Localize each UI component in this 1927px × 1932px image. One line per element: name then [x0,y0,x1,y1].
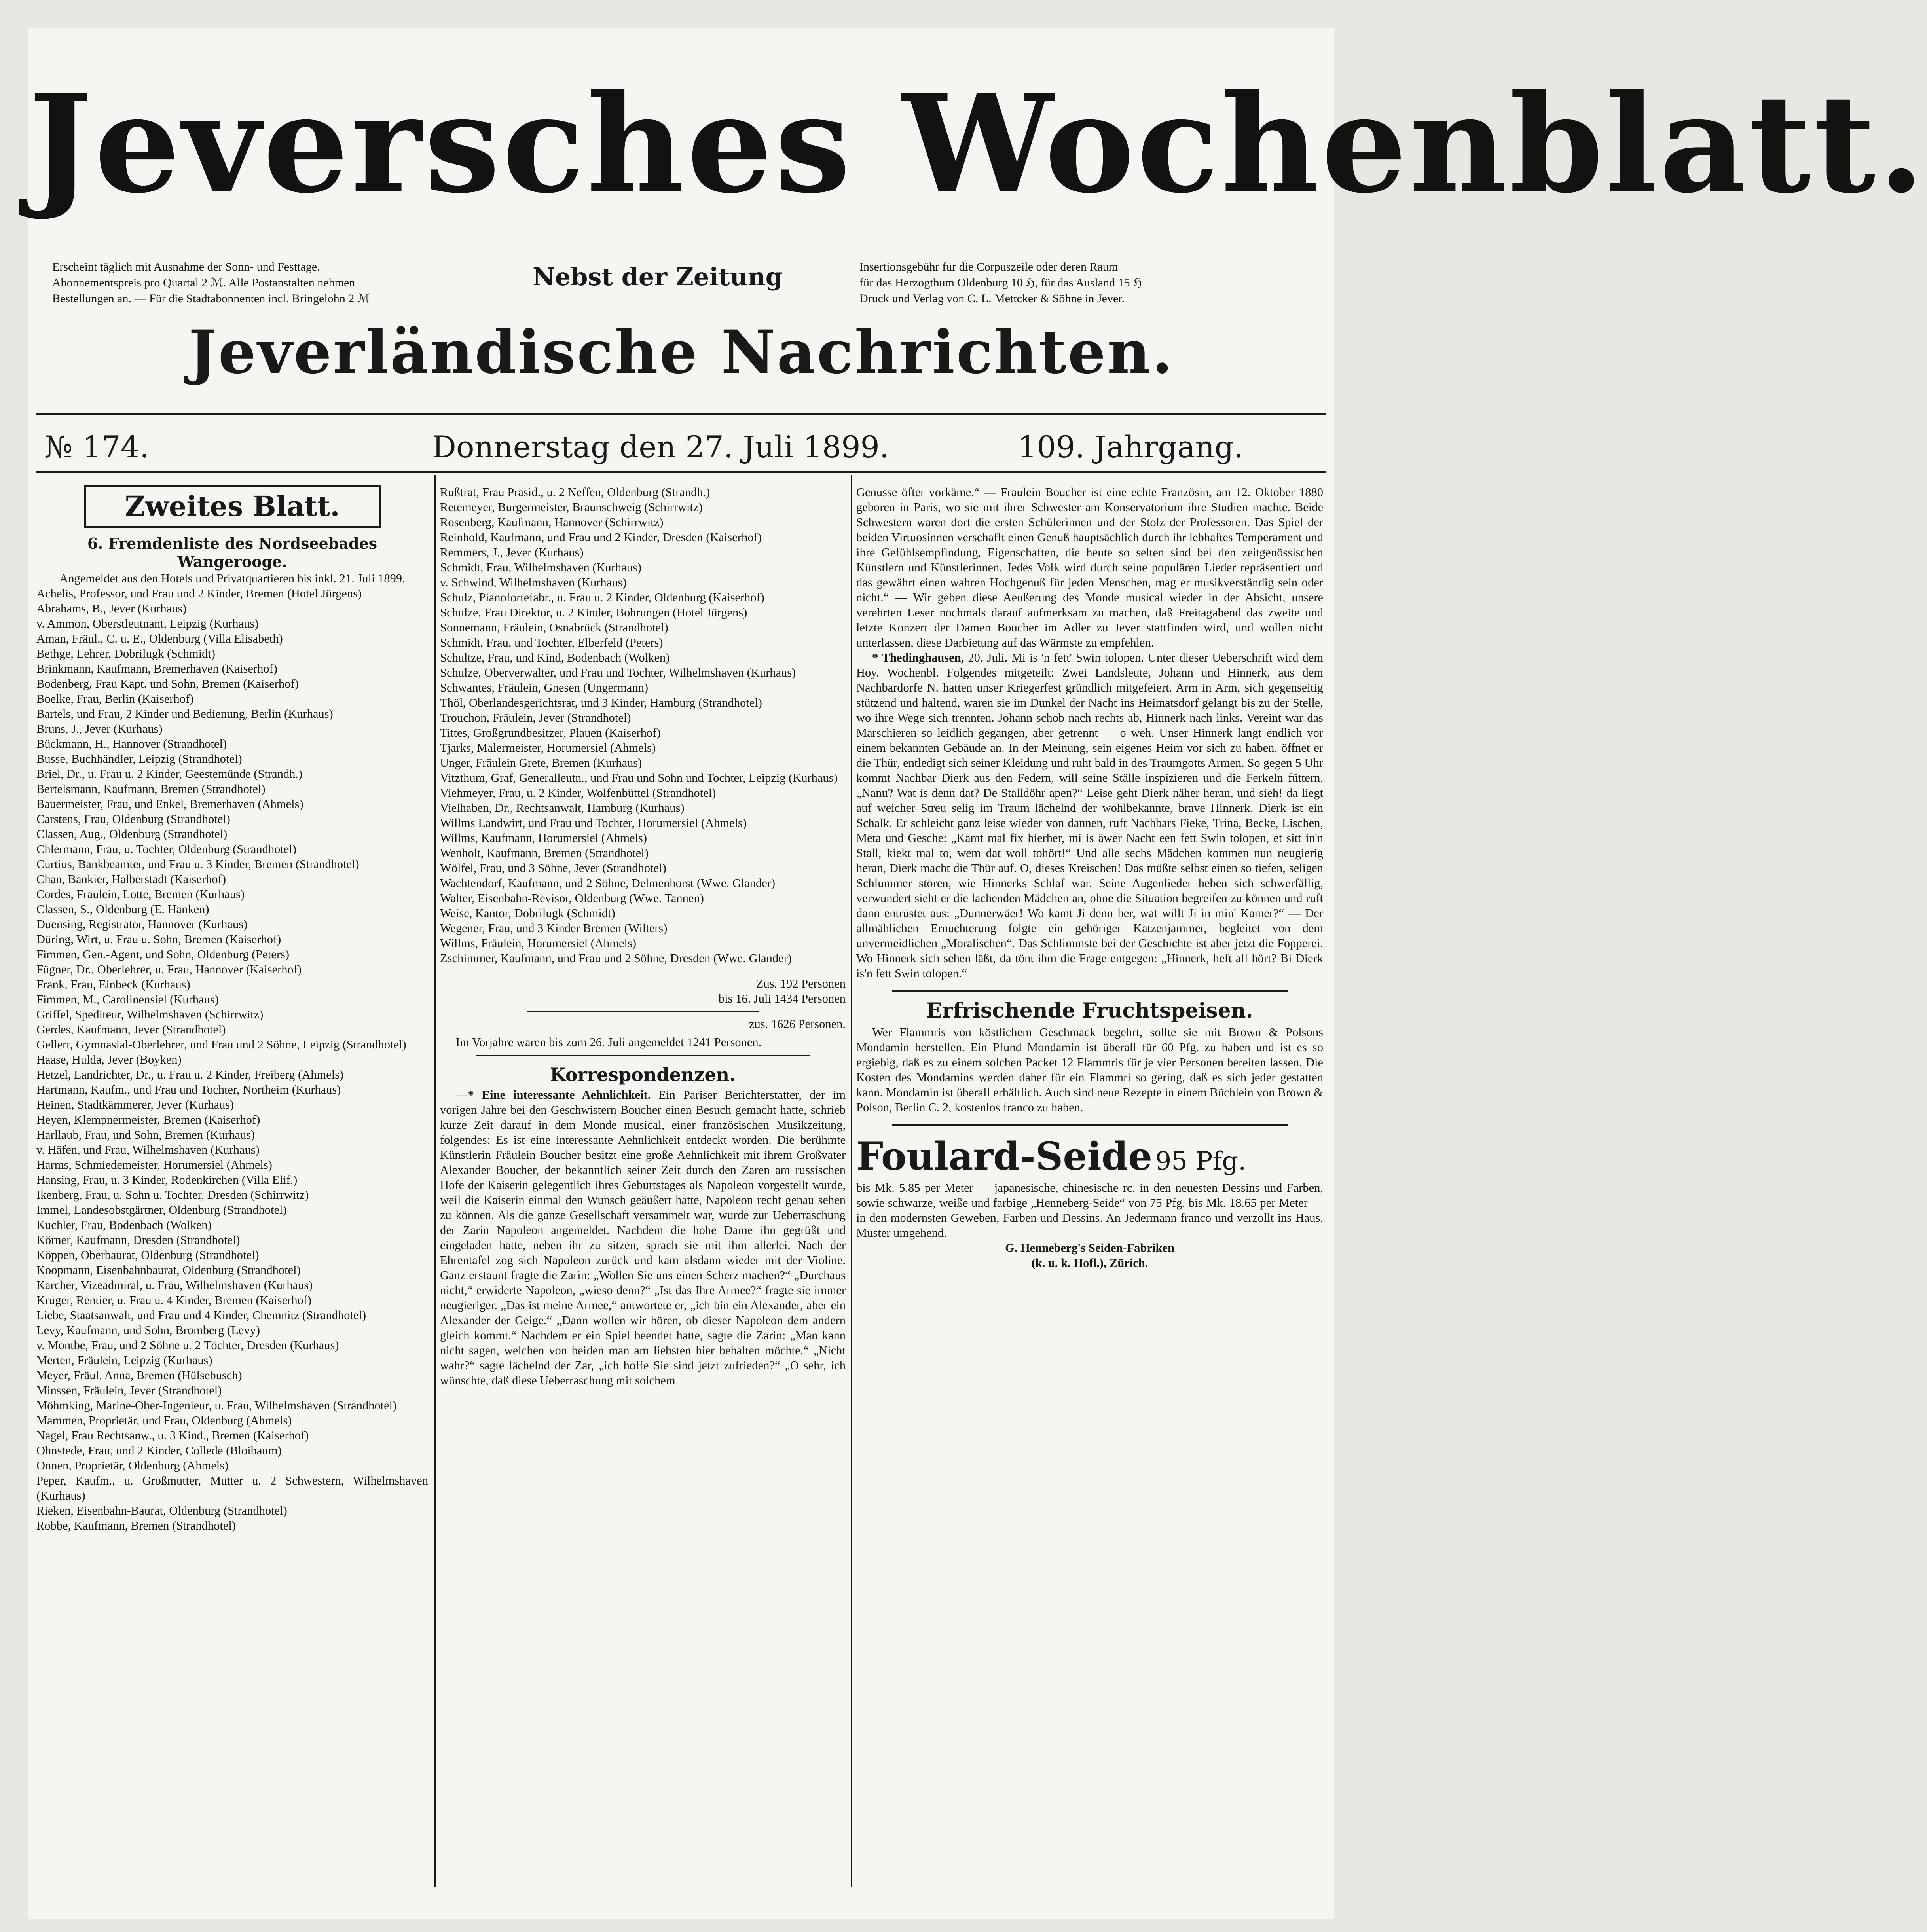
guest-entry: Chan, Bankier, Halberstadt (Kaiserhof) [36,872,226,886]
guest-entry: Fimmen, M., Carolinensiel (Kurhaus) [36,993,219,1006]
guest-entry: Rosenberg, Kaufmann, Hannover (Schirrwitz) [440,516,664,529]
guest-entry: Gerdes, Kaufmann, Jever (Strandhotel) [36,1023,226,1036]
guest-entry: Brinkmann, Kaufmann, Bremerhaven (Kaiserhof) [36,662,277,675]
guest-entry: Heinen, Stadtkämmerer, Jever (Kurhaus) [36,1098,234,1111]
guest-entry: Bruns, J., Jever (Kurhaus) [36,722,163,736]
guest-entry: Vielhaben, Dr., Rechtsanwalt, Hamburg (Kurhaus) [440,801,685,815]
guest-entry: Krüger, Rentier, u. Frau u. 4 Kinder, Bremen (Kaiserhof) [36,1293,312,1307]
ad-firm: G. Henneberg's Seiden-Fabriken [1005,1241,1174,1255]
guest-entry: Carstens, Frau, Oldenburg (Strandhotel) [36,812,230,826]
ad-heading [856,1133,1323,1180]
guest-entry: Classen, Aug., Oldenburg (Strandhotel) [36,827,228,841]
total-line: bis 16. Juli 1434 Personen [718,992,846,1005]
guest-entry: Rußtrat, Frau Präsid., u. 2 Neffen, Oldenburg (Strandh.) [440,485,710,499]
ad-price: 95 Pfg. [1155,1147,1246,1176]
prev-year-note: Im Vorjahre waren bis zum 26. Juli angemeldet 1241 Personen. [456,1035,762,1049]
guest-list [36,586,428,1533]
guest-entry: Retemeyer, Bürgermeister, Braunschweig (Schirrwitz) [440,501,703,514]
guest-entry: Curtius, Bankbeamter, und Frau u. 3 Kinder, Bremen (Strandhotel) [36,857,359,871]
nebst-der-zeitung: Nebst der Zeitung [532,262,783,291]
guest-entry: Immel, Landesobstgärtner, Oldenburg (Strandhotel) [36,1203,287,1217]
article-body: Ein Pariser Berichterstatter, der im vorigen Jahre bei den Geschwistern Boucher einen Besuch gemacht hatte, schrieb kurze Zeit darauf in dem Monde musical, einer französischen Musikzeitung, folgendes: Es ist eine interessante Aehnlichkeit entdeckt worden. Die berühmte Künstlerin Fräulein Boucher besitzt eine große Aehnlichkeit mit ihrem Großvater Alexander Boucher, der bekanntlich seiner Zeit durch den Zaren am russischen Hofe der Kaiserin gelegentlich ihres Geburtstages als Napoleon vorgestellt wurde, weil die Kaiserin einmal den Wunsch geäußert hatte, Napoleon recht genau sehen zu können. Als die ganze Gesellschaft versammelt war, wurde zur Ueberraschung der Zarin Napoleon angemeldet. Nachdem die hohe Dame ihn gegrüßt und eingeladen hatte, neben ihr zu sitzen, sprach sie mit ihm allerlei. Nach der Ehrentafel zog sich Napoleon zurück und kam alsdann wieder mit der Violine. Ganz erstaunt fragte die Zarin: „Wollen Sie uns einen Scherz machen?“ „Durchaus nicht,“ erwiderte Napoleon, „wieso denn?“ „Ist das Ihre Armee?“ fragte sie immer neugieriger. „Das ist meine Armee,“ antwortete er, „ich bin ein Alexander, aber ein Alexander der Geige.“ „Dann wollen wir hören, ob dieser Napoleon dem andern gleich kommt.“ Nachdem er ein Spiel beendet hatte, sagte die Zarin: „Man kann nicht sagen, welchen von beiden man am liebsten hier behalten möchte.“ „Nicht wahr?“ sagte lächelnd der Zar, „ich hoffe Sie sind jetzt zufrieden?“ „O sehr, ich wünschte, daß diese Ueberraschung mit solchem [440,1088,846,1387]
guest-entry: Schmidt, Frau, Wilhelmshaven (Kurhaus) [440,561,641,574]
guest-entry: Wölfel, Frau, und 3 Söhne, Jever (Strandhotel) [440,861,666,875]
guest-entry: Briel, Dr., u. Frau u. 2 Kinder, Geestemünde (Strandh.) [36,767,303,781]
guest-entry: Unger, Fräulein Grete, Bremen (Kurhaus) [440,756,642,770]
notice-line: Abonnementspreis pro Quartal 2 ℳ. Alle Postanstalten nehmen [52,276,355,289]
insertion-notice [859,259,1303,307]
guest-entry: Ohnstede, Frau, und 2 Kinder, Collede (Bloibaum) [36,1444,282,1457]
guest-entry: Minssen, Fräulein, Jever (Strandhotel) [36,1384,222,1397]
column-3 [856,485,1323,1270]
issue-number: № 174. [44,429,150,465]
guest-entry: Achelis, Professor, und Frau und 2 Kinder, Bremen (Hotel Jürgens) [36,587,362,600]
guest-entry: v. Montbe, Frau, und 2 Söhne u. 2 Töchter, Dresden (Kurhaus) [36,1339,339,1352]
guest-entry: Kuchler, Frau, Bodenbach (Wolken) [36,1218,212,1232]
guest-entry: Fügner, Dr., Oberlehrer, u. Frau, Hannover (Kaiserhof) [36,963,302,976]
guest-entry: Körner, Kaufmann, Dresden (Strandhotel) [36,1233,240,1247]
list-subtitle: Angemeldet aus den Hotels und Privatquartieren bis inkl. 21. Juli 1899. [59,572,405,585]
guest-entry: Harms, Schmiedemeister, Horumersiel (Ahmels) [36,1158,272,1172]
list-title: 6. Fremdenliste des Nordseebades Wangerooge. [87,535,377,571]
guest-entry: Fimmen, Gen.-Agent, und Sohn, Oldenburg (Peters) [36,948,290,961]
guest-entry: Schulze, Frau Direktor, u. 2 Kinder, Bohrungen (Hotel Jürgens) [440,606,747,619]
article-continuation: Genusse öfter vorkäme.“ — Fräulein Boucher ist eine echte Französin, am 12. Oktober 1880 geboren in Paris, wo sie mit ihrer Schwester am Konservatorium ihre Studien machte. Beide Schwestern waren dort die ersten Schülerinnen und der Stolz der Professoren. Das Spiel der beiden Virtuosinnen verschafft einen Genuß hauptsächlich durch ihr lebhaftes Temperament und ihre Gefühlsempfindung, Eigenschaften, die heute so selten sind bei den zeitgenössischen Künstlern und Künstlerinnen. Jedes Volk wird durch seine populären Lieder repräsentiert und das gewährt einen wahren Hochgenuß für jeden Menschen, mag er musikverständig sein oder nicht.“ — Wir geben diese Aeußerung des Monde musical wieder in der Absicht, unsere verehrten Leser nochmals darauf aufmerksam zu machen, daß Freitagabend das zweite und letzte Konzert der Damen Boucher im Adler zu Jever stattfinden wird, und wollen nicht unterlassen, diese Darbietung auf das Wärmste zu empfehlen. [856,485,1323,649]
guest-entry: Robbe, Kaufmann, Bremen (Strandhotel) [36,1519,236,1532]
article-text [440,1087,846,1388]
divider [36,471,1326,473]
guest-entry: Köppen, Oberbaurat, Oldenburg (Strandhotel) [36,1248,259,1262]
guest-entry: Aman, Fräul., C. u. E., Oldenburg (Villa Elisabeth) [36,632,283,645]
guest-entry: Weise, Kantor, Dobrilugk (Schmidt) [440,906,615,920]
guest-entry: Wegener, Frau, und 3 Kinder Bremen (Wilters) [440,921,668,935]
divider [892,990,1288,992]
guest-entry: Duensing, Registrator, Hannover (Kurhaus) [36,918,248,931]
guest-entry: Schulze, Oberverwalter, und Frau und Tochter, Wilhelmshaven (Kurhaus) [440,666,796,679]
guest-entry: Griffel, Spediteur, Wilhelmshaven (Schirrwitz) [36,1008,264,1021]
guest-entry: Hartmann, Kaufm., und Frau und Tochter, Northeim (Kurhaus) [36,1083,341,1096]
guest-entry: Liebe, Staatsanwalt, und Frau und 4 Kinder, Chemnitz (Strandhotel) [36,1308,366,1322]
guest-entry: Bückmann, H., Hannover (Strandhotel) [36,737,227,751]
guest-entry: Harllaub, Frau, und Sohn, Bremen (Kurhaus) [36,1128,255,1141]
guest-entry: Bertelsmann, Kaufmann, Bremen (Strandhotel) [36,782,266,796]
ad-text: Wer Flammris von köstlichem Geschmack begehrt, sollte sie mit Brown & Polsons Mondamin herstellen. Ein Pfund Mondamin ist überall für 60 Pfg. zu haben und ist es so ergiebig, daß es zu einem solchen Packet 12 Flammris für je vier Personen bereiten lassen. Die Kosten des Mondamins werden daher für ein Flammri so gering, daß es sich jeder gestatten kann. Mondamin ist überall erhältlich. Auch sind neue Rezepte in einem Büchlein von Brown & Polson, Berlin C. 2, kostenlos franco zu haben. [856,1026,1323,1114]
ad-title: Erfrischende Fruchtspeisen. [926,999,1253,1023]
guest-entry: Schmidt, Frau, und Tochter, Elberfeld (Peters) [440,636,663,649]
guest-entry: Ikenberg, Frau, u. Sohn u. Tochter, Dresden (Schirrwitz) [36,1188,309,1202]
masthead-title: Jeversches Wochenblatt. [28,65,1927,223]
section-heading: Zweites Blatt. [84,485,381,528]
column-rule [434,475,436,1887]
guest-entry: v. Ammon, Oberstleutnant, Leipzig (Kurhaus) [36,617,259,630]
ad-place: (k. u. k. Hofl.), Zürich. [1031,1256,1148,1270]
guest-entry: Zschimmer, Kaufmann, und Frau und 2 Söhne, Dresden (Wwe. Glander) [440,952,792,965]
guest-entry: Bauermeister, Frau, und Enkel, Bremerhaven (Ahmels) [36,797,303,811]
guest-entry: Reinhold, Kaufmann, und Frau und 2 Kinder, Dresden (Kaiserhof) [440,531,762,544]
guest-entry: v. Schwind, Wilhelmshaven (Kurhaus) [440,576,627,589]
guest-entry: Trouchon, Fräulein, Jever (Strandhotel) [440,711,631,724]
issue-date: Donnerstag den 27. Juli 1899. [432,429,890,465]
total-line: zus. 1626 Personen. [749,1017,846,1031]
guest-entry: Willms, Kaufmann, Horumersiel (Ahmels) [440,831,647,845]
guest-entry: Boelke, Frau, Berlin (Kaiserhof) [36,692,194,705]
guest-entry: Schwantes, Fräulein, Gnesen (Ungermann) [440,681,648,694]
guest-entry: Düring, Wirt, u. Frau u. Sohn, Bremen (Kaiserhof) [36,933,281,946]
guest-entry: Rieken, Eisenbahn-Baurat, Oldenburg (Strandhotel) [36,1504,287,1517]
column-1 [36,485,428,1533]
divider [527,1011,759,1012]
guest-entry: Frank, Frau, Einbeck (Kurhaus) [36,978,190,991]
article-title: * Thedinghausen, [872,651,964,664]
guest-entry: Levy, Kaufmann, und Sohn, Bromberg (Levy) [36,1323,260,1337]
guest-entry: Meyer, Fräul. Anna, Bremen (Hülsebusch) [36,1369,242,1382]
guest-entry: Thöl, Oberlandesgerichtsrat, und 3 Kinder, Hamburg (Strandhotel) [440,696,762,709]
guest-entry: Koopmann, Eisenbahnbaurat, Oldenburg (Strandhotel) [36,1263,301,1277]
guest-entry: Busse, Buchhändler, Leipzig (Strandhotel) [36,752,242,766]
column-rule [851,475,852,1887]
guest-entry: Haase, Hulda, Jever (Boyken) [36,1053,182,1066]
guest-entry: Merten, Fräulein, Leipzig (Kurhaus) [36,1354,212,1367]
ad-text: bis Mk. 5.85 per Meter — japanesische, chinesische rc. in den neuesten Dessins und Farben, sowie schwarze, weiße und farbige „Henneberg-Seide“ von 75 Pfg. bis Mk. 18.65 per Meter — in den modernsten Geweben, Farben und Dessins. An Jedermann franco und verzollt ins Haus. Muster umgehend. [856,1181,1323,1240]
guest-entry: Onnen, Proprietär, Oldenburg (Ahmels) [36,1459,229,1472]
guest-entry: Bodenberg, Frau Kapt. und Sohn, Bremen (Kaiserhof) [36,677,299,690]
divider [36,413,1326,415]
guest-entry: Tittes, Großgrundbesitzer, Plauen (Kaiserhof) [440,726,661,739]
guest-entry: Viehmeyer, Frau, u. 2 Kinder, Wolfenbüttel (Strandhotel) [440,786,716,800]
notice-line: Insertionsgebühr für die Corpuszeile oder deren Raum [859,260,1118,273]
guest-entry: Möhmking, Marine-Ober-Ingenieur, u. Frau, Wilhelmshaven (Strandhotel) [36,1399,397,1412]
guest-entry: v. Häfen, und Frau, Wilhelmshaven (Kurhaus) [36,1143,260,1157]
article-text [856,650,1323,981]
notice-line: Bestellungen an. — Für die Stadtabonnenten incl. Bringelohn 2 ℳ [52,292,370,305]
article-title: —* Eine interessante Aehnlichkeit. [456,1088,651,1102]
total-line: Zus. 192 Personen [756,977,846,990]
guest-entry: Cordes, Fräulein, Lotte, Bremen (Kurhaus) [36,887,245,901]
guest-entry: Bartels, und Frau, 2 Kinder und Bedienung, Berlin (Kurhaus) [36,707,333,720]
guest-entry: Peper, Kaufm., u. Großmutter, Mutter u. 2 Schwestern, Wilhelmshaven (Kurhaus) [36,1474,428,1502]
divider [476,1055,810,1056]
guest-entry: Mammen, Proprietär, und Frau, Oldenburg (Ahmels) [36,1414,292,1427]
guest-entry: Classen, S., Oldenburg (E. Hanken) [36,902,209,916]
notice-line: Druck und Verlag von C. L. Mettcker & Söhne in Jever. [859,292,1125,305]
masthead-subtitle: Jeverländische Nachrichten. [188,317,1174,387]
subscription-notice [52,259,464,307]
guest-entry: Hetzel, Landrichter, Dr., u. Frau u. 2 Kinder, Freiberg (Ahmels) [36,1068,344,1081]
guest-entry: Wenholt, Kaufmann, Bremen (Strandhotel) [440,846,649,860]
guest-entry: Gellert, Gymnasial-Oberlehrer, und Frau und 2 Söhne, Leipzig (Strandhotel) [36,1038,406,1051]
guest-entry: Willms, Fräulein, Horumersiel (Ahmels) [440,937,636,950]
column-2 [440,485,846,1388]
guest-list [440,485,846,966]
volume-number: 109. Jahrgang. [1018,429,1244,465]
guest-entry: Tjarks, Malermeister, Horumersiel (Ahmels) [440,741,656,755]
guest-entry: Abrahams, B., Jever (Kurhaus) [36,602,187,615]
guest-entry: Heyen, Klempnermeister, Bremen (Kaiserhof) [36,1113,260,1126]
section-heading: Korrespondenzen. [550,1064,736,1085]
guest-entry: Sonnemann, Fräulein, Osnabrück (Strandhotel) [440,621,668,634]
ad-title: Foulard-Seide [856,1134,1153,1179]
guest-entry: Wachtendorf, Kaufmann, und 2 Söhne, Delmenhorst (Wwe. Glander) [440,876,776,890]
divider [892,1124,1288,1126]
guest-entry: Nagel, Frau Rechtsanw., u. 3 Kind., Bremen (Kaiserhof) [36,1429,309,1442]
guest-entry: Remmers, J., Jever (Kurhaus) [440,546,584,559]
guest-entry: Schulz, Pianofortefabr., u. Frau u. 2 Kinder, Oldenburg (Kaiserhof) [440,591,764,604]
guest-entry: Karcher, Vizeadmiral, u. Frau, Wilhelmshaven (Kurhaus) [36,1278,313,1292]
notice-line: für das Herzogthum Oldenburg 10 ℌ, für das Ausland 15 ℌ [859,276,1142,289]
guest-entry: Chlermann, Frau, u. Tochter, Oldenburg (Strandhotel) [36,842,297,856]
guest-entry: Walter, Eisenbahn-Revisor, Oldenburg (Wwe. Tannen) [440,891,704,905]
guest-entry: Vitzthum, Graf, Generalleutn., und Frau und Sohn und Tochter, Leipzig (Kurhaus) [440,771,838,785]
guest-entry: Schultze, Frau, und Kind, Bodenbach (Wolken) [440,651,670,664]
guest-entry: Hansing, Frau, u. 3 Kinder, Rodenkirchen (Villa Elif.) [36,1173,298,1187]
guest-entry: Willms Landwirt, und Frau und Tochter, Horumersiel (Ahmels) [440,816,747,830]
notice-line: Erscheint täglich mit Ausnahme der Sonn- und Festtage. [52,260,320,273]
newspaper-page [28,28,1927,1919]
article-body: 20. Juli. Mi is 'n fett' Swin tolopen. Unter dieser Ueberschrift wird dem Hoy. Wochenbl. Folgendes mitgeteilt: Zwei Landsleute, Johann und Hinnerk, aus dem Nachbardorfe N. hatten unser Kriegerfest gründlich mitgefeiert. Arm in Arm, sich gegenseitig stützend und haltend, waren sie im Dunkel der Nacht ins Heimatsdorf gelangt bis zu der Stelle, wo ihre Wege sich trennten. Johann schob nach rechts ab, Hinnerk nach links. Vereint war das Marschieren so leidlich gegangen, aber getrennt — o weh. Unser Hinnerk langt endlich vor einem bekannten Gebäude an. In der Meinung, sein eigenes Heim vor sich zu haben, öffnet er die Thür, entledigt sich seiner Kleidung und ruht bald in des Traumgotts Armen. So gegen 5 Uhr kommt Nachbar Dierk aus den Federn, will seine Ställe inspizieren und die Ferkeln füttern. „Nanu? Wat is denn dat? De Stalldöhr apen?“ Leise geht Dierk näher heran, und sieh! da liegt auf weicher Streu selig im Traum lächelnd der wohlbekannte, brave Hinnerk. Dierk ist ein Schalk. Er schleicht ganz leise wieder von dannen, ruft Nachbars Fieke, Trina, Becke, Lischen, Meta und Gesche: „Kamt mal fix hierher, mi is äwer Nacht een fett Swin tolopen, et sitt in'n Stall, kiekt mal to, wem dat woll tohört!“ Und alle sechs Mädchen kommen nun neugierig heran, Dierk macht die Thür auf. O, dieses Kreischen! Das müßte selbst einen so tiefen, seligen Schlummer stören, wie Hinnerks Schlaf war. Seine Augenlieder heben sich schwerfällig, verwundert sieht er die lachenden Mädchen an, ohne die Situation begreifen zu können und ruft dann entrüstet aus: „Dunnerwäer! Wo kamt Ji denn her, wat willt Ji in min' Kamer?“ — Der allmählichen Ernüchterung folgte ein gehöriger Katzenjammer, begleitet von dem unvermeidlichen „Moralischen“. Das Schlimmste bei der Geschichte ist aber jetzt die Fopperei. Wo Hinnerk sich sehen läßt, da tönt ihm die Frage entgegen: „Hinnerk, heft all hört? Bi Dierk is'n fett Swin tolopen.“ [856,651,1324,980]
guest-entry: Bethge, Lehrer, Dobrilugk (Schmidt) [36,647,215,660]
